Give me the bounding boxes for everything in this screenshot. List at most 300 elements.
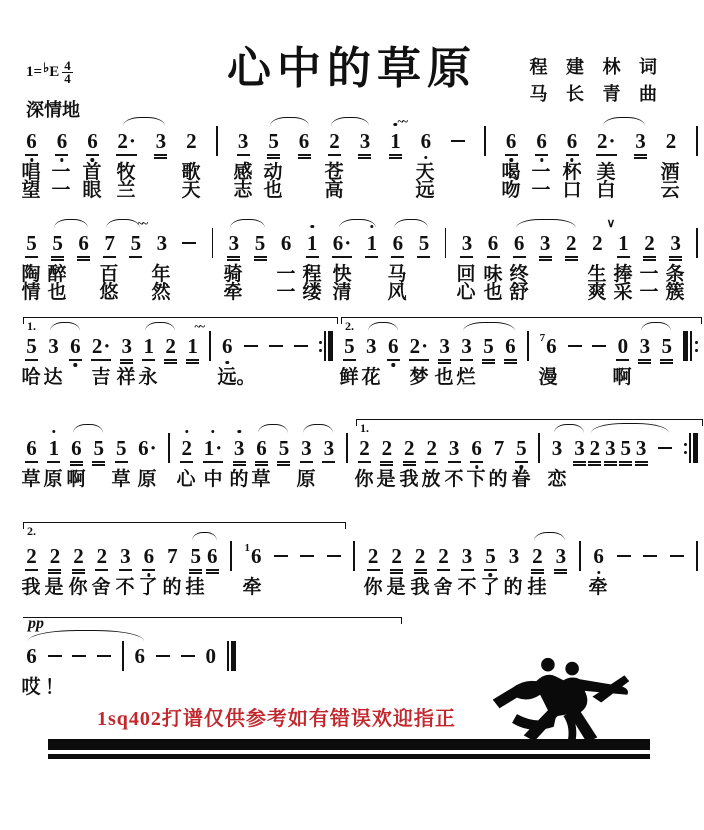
note-digit-row (244, 544, 261, 568)
lyric-syllable: 我 (21, 577, 41, 598)
lyric-syllable: 原 (43, 469, 63, 490)
system-3 (21, 317, 698, 388)
note-digit-row (391, 544, 402, 568)
lyric-syllable: 舒 (509, 282, 529, 303)
beam-underline (358, 154, 371, 156)
note-token (505, 334, 516, 358)
barline-final (227, 641, 236, 671)
beam-underline (206, 569, 219, 571)
note-token (93, 436, 104, 460)
tempo-marking: 深情地 (26, 100, 80, 120)
note-digit-row (368, 544, 379, 568)
barline-bar (696, 228, 698, 258)
note-token (449, 436, 460, 460)
note-digit: 6 (56, 129, 68, 153)
note-digit: 5 (26, 231, 37, 255)
duration-dash (300, 555, 314, 557)
beam-underline (617, 256, 630, 258)
note-digit-row (327, 544, 341, 568)
lyric-syllable: 一 (639, 264, 659, 285)
note-digit-row (593, 544, 604, 568)
note-digit: 6 (26, 436, 37, 460)
note-digit-row (540, 334, 557, 358)
volta-bracket (23, 317, 338, 333)
bar-thin (227, 641, 229, 671)
duration-dash (269, 345, 283, 347)
note-digit: 5 (418, 231, 430, 255)
augmentation-dot: · (149, 436, 157, 460)
lyric-syllable: 终 (509, 264, 529, 285)
note-digit: 0 (205, 644, 217, 668)
note-token (643, 544, 657, 568)
note-token (618, 231, 629, 255)
bar-thin (168, 433, 170, 463)
note-token (56, 129, 67, 153)
note-token (617, 544, 631, 568)
beam-underline (237, 154, 250, 156)
note-digit-row (97, 644, 111, 668)
beam-underline (254, 256, 267, 258)
note-token (593, 544, 604, 568)
beam-underline (277, 464, 290, 466)
note-token (222, 334, 233, 358)
beam-underline (504, 359, 517, 361)
note-token (187, 334, 198, 358)
lyric-syllable: 一 (51, 180, 71, 201)
duration-dash (97, 655, 111, 657)
beam-underline (86, 154, 99, 156)
note-token (130, 231, 141, 255)
note-digit: 3 (121, 334, 133, 358)
note-digit: 6 (566, 129, 578, 153)
note-token (323, 436, 334, 460)
note-digit: 2 (438, 544, 449, 568)
note-digit: 6 (280, 231, 292, 255)
beam-underline (604, 464, 617, 466)
lyric-syllable: 口 (562, 180, 582, 201)
beam-underline (573, 461, 586, 463)
lyric-syllable: 你 (68, 577, 88, 598)
note-digit-row (590, 436, 601, 460)
note-token (121, 334, 132, 358)
note-token (26, 334, 37, 358)
bar-thin (689, 433, 691, 463)
lyric-syllable: 快 (332, 264, 352, 285)
note-digit-row (324, 436, 335, 460)
note-token (78, 231, 89, 255)
lyric-syllable: 我 (410, 577, 430, 598)
barline-repL (319, 331, 333, 361)
volta-label: 1. (360, 421, 369, 435)
note-token (205, 644, 216, 668)
beam-underline (604, 461, 617, 463)
lyric-syllable: 也 (47, 282, 67, 303)
beam-underline (389, 154, 402, 156)
system-1 (21, 111, 698, 201)
note-digit-row (238, 129, 249, 153)
duration-dash (327, 555, 341, 557)
beam-underline (596, 154, 617, 156)
note-digit-row (49, 436, 60, 460)
note-digit-row (568, 334, 582, 358)
mordent-ornament: ~~ (397, 114, 406, 128)
note-digit-row (269, 334, 283, 358)
beam-underline (25, 359, 38, 361)
note-digit-row (134, 644, 145, 668)
lyric-syllable: 心 (456, 282, 476, 303)
beam-underline (638, 359, 651, 361)
note-token (670, 544, 684, 568)
note-digit: 1 (187, 334, 198, 358)
note-token (381, 436, 392, 460)
note-digit: 5 (485, 544, 496, 568)
lyric-syllable: 的 (488, 469, 508, 490)
note-token (639, 334, 650, 358)
note-token (97, 644, 111, 668)
note-token (344, 334, 355, 358)
composer-credit: 马 长 青 曲 (529, 84, 664, 104)
lyric-syllable: 首 (82, 162, 102, 183)
bar-thick (683, 331, 688, 361)
slur (106, 219, 140, 228)
beam-underline (566, 154, 579, 156)
note-digit-row (255, 231, 266, 255)
barline-bar (484, 126, 486, 156)
note-digit: 1 (366, 231, 378, 255)
note-token (281, 231, 292, 255)
duration-dash (181, 655, 195, 657)
note-token (461, 334, 472, 358)
note-digit-row (567, 129, 578, 153)
beam-underline (414, 569, 427, 571)
slur (394, 219, 428, 228)
lyric-syllable: 高 (324, 180, 344, 201)
beam-underline (461, 569, 474, 571)
note-digit-row (182, 436, 193, 460)
note-digit-row (516, 436, 527, 460)
note-token (87, 129, 98, 153)
note-token (483, 334, 494, 358)
note-token (307, 231, 318, 255)
lyric-syllable: 云 (660, 180, 680, 201)
beam-underline (116, 154, 137, 156)
note-digit-row (94, 436, 105, 460)
barline-bar (168, 433, 170, 463)
beam-underline (154, 157, 167, 159)
lyric-syllable: 马 (387, 264, 407, 285)
barline-bar (696, 541, 698, 571)
bar-thin (445, 228, 447, 258)
note-token (269, 334, 283, 358)
note-digit: 2 (91, 334, 103, 358)
note-token (506, 129, 517, 153)
lyric-syllable: 兰 (116, 180, 136, 201)
note-digit: 6 (505, 334, 516, 358)
note-token (274, 544, 288, 568)
note-digit: 5 (661, 334, 673, 358)
note-digit-row (643, 544, 657, 568)
note-digit: 1 (390, 129, 401, 153)
note-token (26, 436, 37, 460)
note-digit: 3 (508, 544, 520, 568)
note-digit-row (279, 436, 290, 460)
note-token (516, 436, 527, 460)
note-digit-row (382, 436, 393, 460)
note-token (156, 231, 167, 255)
beam-underline (203, 461, 224, 463)
lyric-syllable: 然 (151, 282, 171, 303)
note-digit-row (57, 129, 68, 153)
note-token (617, 334, 628, 358)
note-token (359, 129, 370, 153)
repeat-dot (319, 349, 322, 352)
repeat-dot (684, 451, 687, 454)
note-token (426, 436, 437, 460)
note-digit-row (505, 334, 516, 358)
lyric-syllable: 苍 (324, 162, 344, 183)
beam-underline (403, 461, 416, 463)
note-digit-row (181, 644, 195, 668)
note-digit: 3 (555, 544, 567, 568)
note-digit: 6 (471, 436, 482, 460)
note-token (388, 334, 399, 358)
note-digit-row (206, 644, 217, 668)
beam-underline (300, 461, 313, 463)
lyric-syllable: 一 (639, 282, 659, 303)
note-digit: 2 (367, 544, 379, 568)
lyric-syllable: 中 (203, 469, 223, 490)
note-digit-row (117, 129, 136, 153)
barline-bar (353, 541, 355, 571)
barline-repR (683, 331, 697, 361)
note-digit: 3 (605, 436, 616, 460)
note-digit-row (461, 334, 472, 358)
note-token (238, 129, 249, 153)
note-digit-row (52, 231, 63, 255)
beam-underline (77, 259, 90, 261)
note-digit-row (438, 544, 449, 568)
note-digit-row (256, 436, 267, 460)
note-digit: 3 (120, 544, 131, 568)
lyric-syllable: 哈 (21, 367, 41, 388)
lyric-syllable: 也 (434, 367, 454, 388)
note-digit-row (670, 544, 684, 568)
system-2 (21, 213, 698, 303)
lyric-syllable: 不 (115, 577, 135, 598)
note-token (589, 436, 600, 460)
note-digit-row (138, 436, 157, 460)
lyric-syllable: 下 (466, 469, 486, 490)
note-token (71, 436, 82, 460)
beam-underline (389, 157, 402, 159)
beam-underline (120, 359, 133, 361)
duration-dash (156, 655, 170, 657)
volta-bracket (23, 617, 402, 624)
note-digit: 1 (48, 436, 60, 460)
note-token (532, 544, 543, 568)
bar-thick (231, 641, 236, 671)
note-token (256, 436, 267, 460)
system-6 (21, 615, 236, 698)
note-token (204, 436, 223, 460)
lyric-syllable: 回 (456, 264, 476, 285)
lyric-syllable: 一 (531, 180, 551, 201)
note-token (92, 334, 111, 358)
note-digit: 3 (155, 129, 167, 153)
note-digit: 6 (207, 544, 218, 568)
note-digit-row (167, 544, 178, 568)
note-digit: 6 (332, 231, 344, 255)
note-token (410, 334, 429, 358)
beam-underline (119, 569, 132, 571)
lyric-syllable: 一 (51, 162, 71, 183)
beam-underline (358, 157, 371, 159)
note-digit-row (494, 436, 505, 460)
note-digit: 5 (268, 129, 279, 153)
volta-bracket (356, 419, 703, 435)
beam-underline (332, 256, 353, 258)
beam-underline (554, 572, 567, 574)
lyric-syllable: 也 (263, 180, 283, 201)
lyric-syllable: 放 (421, 469, 441, 490)
lyric-syllable: 悠 (99, 282, 119, 303)
note-digit-row (666, 129, 677, 153)
note-digit: 2 (409, 334, 421, 358)
note-token (658, 436, 672, 460)
beam-underline (391, 256, 404, 258)
bar-thin (230, 541, 232, 571)
note-token (70, 334, 81, 358)
slur (28, 630, 144, 641)
note-digit-row (419, 231, 430, 255)
barline-bar (216, 126, 218, 156)
note-digit: 5 (26, 334, 37, 358)
beam-underline (638, 362, 651, 364)
note-digit: 7 (167, 544, 178, 568)
duration-dash (592, 345, 606, 347)
lyricist-credit: 程 建 林 词 (529, 57, 664, 77)
note-token (592, 231, 603, 255)
repeat-dots (695, 331, 698, 361)
lyric-syllable: 的 (229, 469, 249, 490)
note-digit-row (618, 334, 629, 358)
lyric-syllable: 味 (483, 264, 503, 285)
note-token (471, 436, 482, 460)
note-digit: 1 (618, 231, 629, 255)
note-digit-row (360, 129, 371, 153)
beam-underline (227, 256, 240, 258)
beam-underline (643, 256, 656, 258)
bar-thin (696, 126, 698, 156)
slur (516, 219, 576, 229)
beam-underline (186, 359, 199, 361)
lyric-syllable: 舍 (91, 577, 111, 598)
note-digit-row (294, 334, 308, 358)
barline-bar (212, 228, 214, 258)
note-token (294, 334, 308, 358)
repeat-dot (695, 349, 698, 352)
note-digit: 1 (203, 436, 215, 460)
note-digit-row (104, 231, 115, 255)
note-digit: 3 (635, 436, 647, 460)
beam-underline (669, 256, 682, 258)
note-digit: 2 (73, 544, 84, 568)
note-digit-row (300, 544, 314, 568)
note-token (329, 129, 340, 153)
barline-bar (538, 433, 540, 463)
beam-underline (154, 154, 167, 156)
note-token (155, 129, 166, 153)
note-digit: 2 (597, 129, 608, 153)
note-token (390, 129, 401, 153)
lyric-syllable: 不 (444, 469, 464, 490)
mordent-ornament: ~~ (194, 319, 203, 333)
lyric-syllable: 醉 (47, 264, 67, 285)
lyric-syllable: 采 (613, 282, 633, 303)
barline-repL (684, 433, 698, 463)
note-digit-row (281, 231, 292, 255)
note-digit: 2 (589, 436, 601, 460)
lyric-syllable: 白 (596, 180, 616, 201)
beam-underline (515, 461, 528, 463)
note-digit-row (26, 544, 37, 568)
beam-underline (513, 256, 526, 258)
lyric-syllable: 眷 (511, 469, 531, 490)
slur (303, 424, 333, 433)
octave-dot-high (237, 430, 240, 433)
lyric-syllable: 吻 (501, 180, 521, 201)
lyric-syllable: 美 (596, 162, 616, 183)
note-token (299, 129, 310, 153)
note-token (536, 129, 547, 153)
note-digit-row (410, 334, 429, 358)
duration-dash (294, 345, 308, 347)
note-digit-row (471, 436, 482, 460)
note-digit-row (483, 334, 494, 358)
beam-underline (255, 461, 268, 463)
note-token (514, 231, 525, 255)
note-digit-row (536, 129, 547, 153)
note-token (26, 231, 37, 255)
lyric-syllable: 挂 (185, 577, 205, 598)
duration-dash (244, 345, 258, 347)
note-digit-row (344, 334, 355, 358)
beam-underline (660, 359, 673, 361)
beam-underline (142, 569, 155, 571)
lyric-syllable: 清 (332, 282, 352, 303)
octave-dot-low (392, 363, 395, 366)
note-token (143, 334, 154, 358)
beam-underline (186, 362, 199, 364)
flat-icon: ♭ (43, 59, 50, 75)
note-token (485, 544, 496, 568)
duration-dash (451, 140, 465, 142)
beam-underline (619, 461, 632, 463)
note-token (568, 334, 582, 358)
note-digit-row (122, 334, 133, 358)
lyric-syllable: 的 (162, 577, 182, 598)
note-digit-row (393, 231, 404, 255)
note-digit-row (234, 436, 245, 460)
note-token (540, 231, 551, 255)
note-token (186, 129, 197, 153)
note-token (635, 129, 646, 153)
bar-thin (696, 541, 698, 571)
note-digit: 6 (138, 436, 149, 460)
note-digit: 2 (644, 231, 655, 255)
lyric-syllable: 唱 (21, 162, 41, 183)
meter-numerator: 4 (64, 58, 71, 73)
